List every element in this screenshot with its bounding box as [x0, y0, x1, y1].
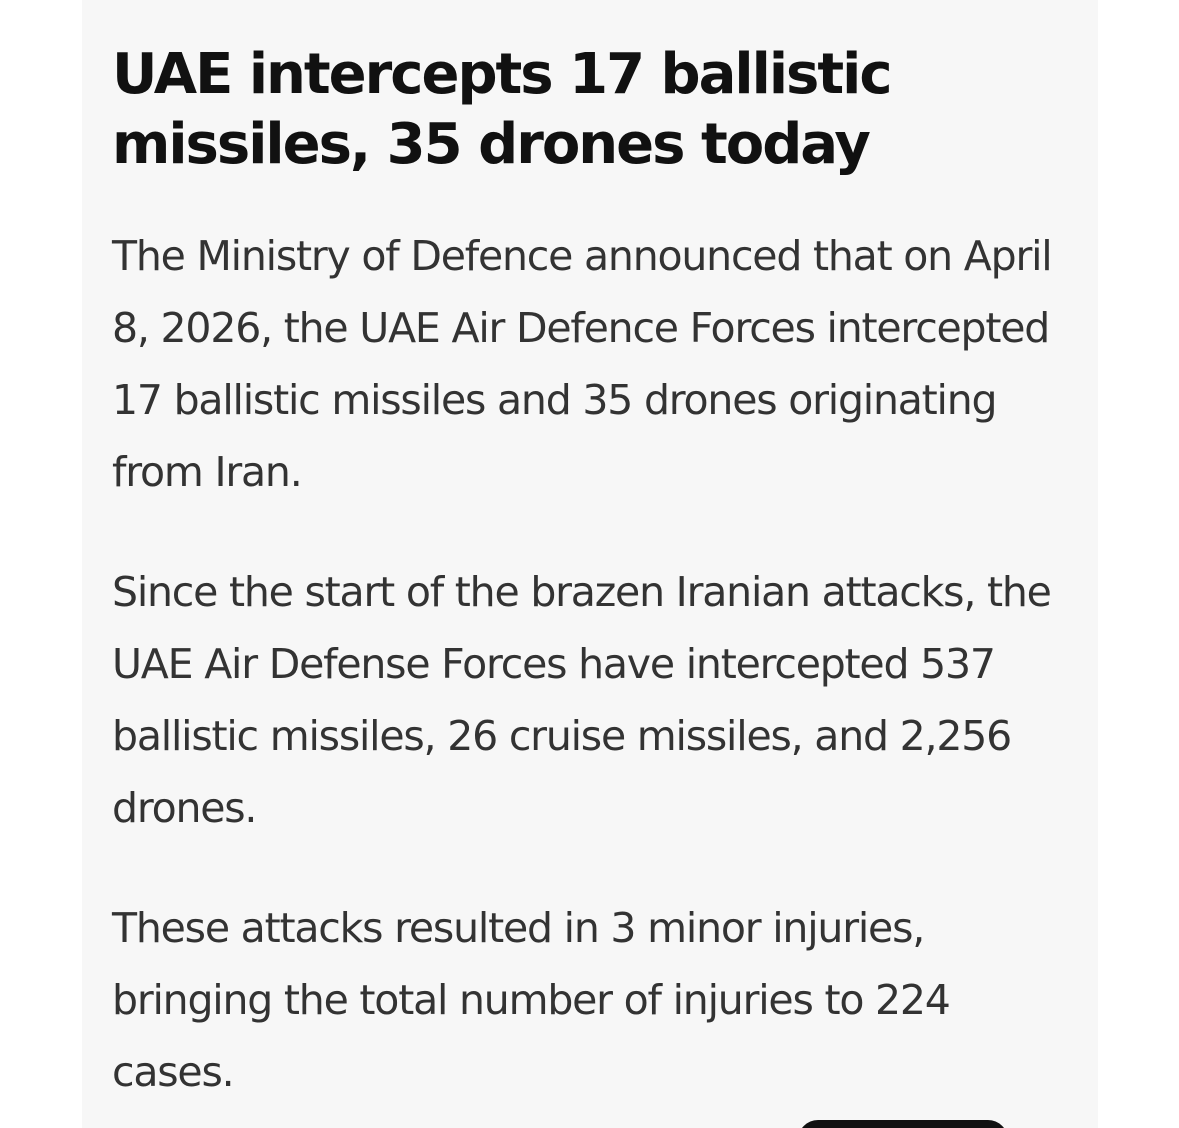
article-content: [112, 40, 1072, 1108]
article-headline: UAE intercepts 17 ballistic missiles, 35 drones today: [112, 42, 891, 177]
article-card: [82, 0, 1098, 1128]
article-paragraph-1: The Ministry of Defence announced that on April 8, 2026, the UAE Air Defence Forces intercepted 17 ballistic missiles and 35 drones originating from Iran.: [112, 232, 1052, 496]
article-paragraph-2: Since the start of the brazen Iranian attacks, the UAE Air Defense Forces have intercepted 537 ballistic missiles, 26 cruise missiles, and 2,256 drones.: [112, 568, 1051, 832]
floating-action-button[interactable]: [798, 1120, 1008, 1128]
article-paragraph-3: These attacks resulted in 3 minor injuries, bringing the total number of injuries to 224 cases.: [112, 904, 950, 1096]
